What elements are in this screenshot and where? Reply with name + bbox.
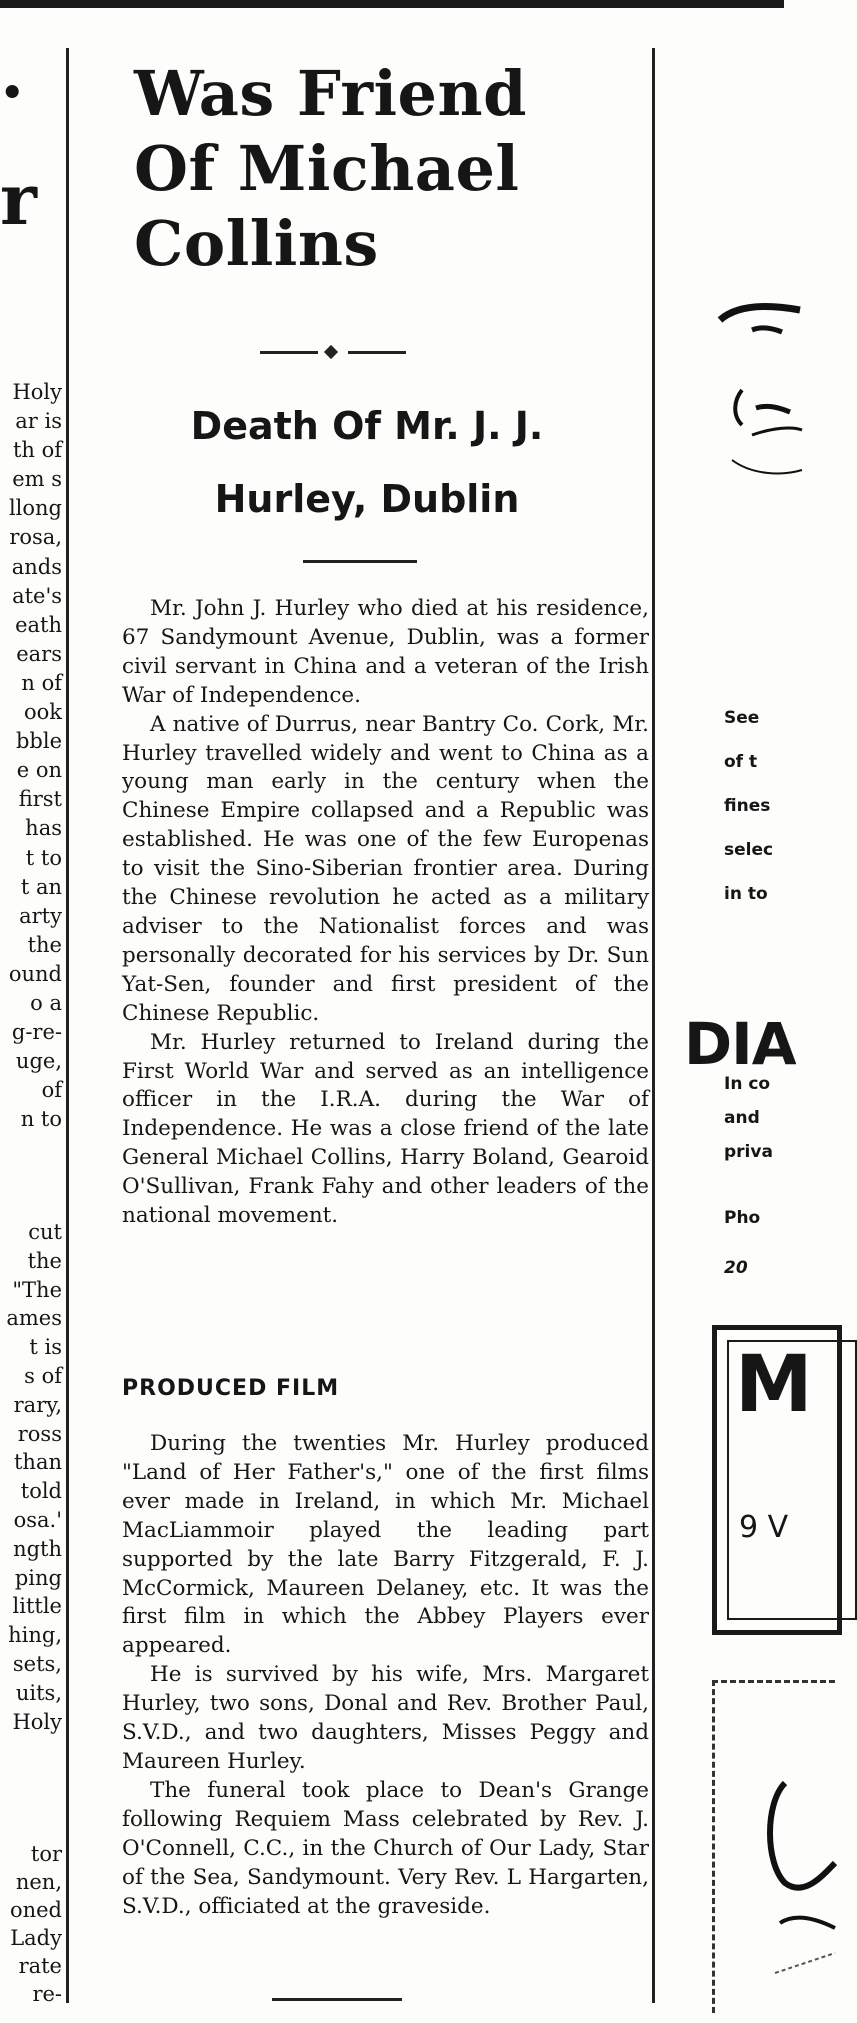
text-line-fragment: n to (20, 1107, 62, 1132)
text-line-fragment: ears (16, 641, 62, 666)
ad-text: In co (724, 1074, 771, 1094)
ad-text: priva (724, 1142, 773, 1162)
text-line-fragment: llong (8, 496, 62, 521)
ad-brand-fragment: DIA (684, 1010, 796, 1078)
ad-illustration (725, 1723, 835, 2023)
cropped-headline-fragment: r (0, 158, 37, 241)
text-line-fragment: the (27, 1248, 62, 1273)
text-line-fragment: o a (30, 990, 62, 1015)
text-line-fragment: little (12, 1594, 62, 1619)
text-line-fragment: ands (11, 554, 62, 579)
text-line-fragment: ound (8, 961, 62, 986)
text-line-fragment: oned (9, 1898, 62, 1922)
text-line-fragment: the (27, 932, 62, 957)
ad-text: Pho (724, 1208, 761, 1228)
text-line-fragment: sets, (12, 1651, 62, 1676)
text-line-fragment: ate's (12, 583, 62, 608)
top-rule (0, 0, 784, 8)
text-line-fragment: g-re- (11, 1020, 62, 1045)
text-line-fragment: first (18, 787, 62, 812)
ad-border-frame (712, 1680, 835, 2013)
text-line-fragment: ook (23, 700, 62, 725)
cropped-text-block (9, 378, 62, 1134)
paragraph: A native of Durrus, near Bantry Co. Cork, Mr. Hurley travelled widely and went to China as a young man early in the century when the Chinese Empire collapsed and a Republic was established. He was one of the few Europenas to visit the Sino-Siberian frontier area. During the Chinese revolution he acted as a military adviser to the Nationalist forces and was personally decorated for his services by Dr. Sun Yat-Sen, founder and first president of the Chinese Republic. (122, 711, 649, 1026)
text-line-fragment: has (25, 816, 62, 841)
separator-rule (303, 560, 417, 563)
text-line-fragment: s of (24, 1363, 62, 1388)
text-line-fragment: ping (14, 1565, 62, 1590)
ad-text: See (724, 708, 760, 728)
text-line-fragment: n of (21, 670, 62, 695)
text-line-fragment: re- (32, 1982, 62, 2006)
text-line-fragment: uge, (15, 1049, 62, 1074)
text-line-fragment: uits, (15, 1680, 62, 1705)
column-divider (66, 48, 69, 2003)
text-line-fragment: Holy (12, 380, 62, 404)
ad-text: of t (724, 752, 758, 772)
ad-box-letter: M (735, 1340, 813, 1430)
ad-box-text: 9 V (739, 1510, 789, 1545)
text-line-fragment: th of (12, 438, 62, 463)
adjacent-column-left (0, 0, 64, 2010)
paragraph: During the twenties Mr. Hurley produced "Land of Her Father's," one of the first films ever made in Ireland, in which Mr. Michael MacLiammoir played the leading part supported by the late Barry Fitzgerald, F. J. McCormick, Maureen Delaney, etc. It was the first film in which the Abbey Players ever appeared. (122, 1431, 649, 1659)
text-line-fragment: t is (29, 1335, 62, 1360)
article-headline (134, 56, 594, 281)
text-line-fragment: of (41, 1078, 62, 1103)
caricature-illustration (712, 300, 802, 540)
end-rule (272, 1998, 402, 2001)
cropped-text-block (6, 1218, 62, 1736)
ad-box (712, 1325, 842, 1635)
section-heading: PRODUCED FILM (122, 1376, 340, 1401)
ad-text: 20 (724, 1258, 748, 1278)
text-line-fragment: tor (30, 1842, 62, 1866)
column-divider (652, 48, 655, 2003)
subheadline-line: Hurley, Dublin (214, 477, 520, 521)
ad-text: in to (724, 884, 768, 904)
text-line-fragment: ar is (15, 409, 62, 434)
text-line-fragment: nen, (15, 1870, 62, 1894)
text-line-fragment: Holy (12, 1709, 62, 1734)
text-line-fragment: e on (16, 758, 62, 783)
paragraph: He is survived by his wife, Mrs. Margaret Hurley, two sons, Donal and Rev. Brother Paul, S.V.D., and two daughters, Misses Peggy and Maureen Hurley. (122, 1662, 649, 1774)
text-line-fragment: em s (12, 467, 62, 492)
article-subheadline (122, 390, 612, 536)
text-line-fragment: cut (28, 1220, 62, 1244)
text-line-fragment: arty (19, 903, 62, 928)
article-body (122, 595, 649, 1231)
headline-ornament (260, 345, 408, 361)
text-line-fragment: hing, (8, 1623, 62, 1648)
text-line-fragment: "The (12, 1277, 62, 1302)
headline-line: Of Michael (134, 132, 520, 205)
paragraph: The funeral took place to Dean's Grange following Requiem Mass celebrated by Rev. J. O'Connell, C.C., in the Church of Our Lady, Star of the Sea, Sandymount. Very Rev. L Hargarten, S.V.D., officiated at the graveside. (122, 1777, 649, 1919)
text-line-fragment: osa.' (13, 1507, 62, 1532)
text-line-fragment: Lady (10, 1926, 62, 1950)
text-line-fragment: ngth (13, 1536, 62, 1561)
text-line-fragment: ross (17, 1421, 62, 1446)
text-line-fragment: t to (25, 845, 62, 870)
paragraph: Mr. John J. Hurley who died at his residence, 67 Sandymount Avenue, Dublin, was a former civil servant in China and a veteran of the Irish War of Independence. (122, 596, 649, 708)
text-line-fragment: ames (6, 1306, 62, 1331)
text-line-fragment: rate (18, 1954, 62, 1978)
ad-text: fines (724, 796, 771, 816)
text-line-fragment: rosa, (9, 525, 62, 550)
subheadline-line: Death Of Mr. J. J. (190, 404, 544, 448)
headline-line: Collins (134, 207, 379, 280)
text-line-fragment: bble (15, 729, 62, 754)
cropped-text-block (10, 1840, 62, 2008)
ad-text: and (724, 1108, 760, 1128)
text-line-fragment: eath (15, 612, 62, 637)
text-line-fragment: rary, (13, 1392, 62, 1417)
cropped-headline-fragment: · (0, 50, 25, 133)
text-line-fragment: t an (20, 874, 62, 899)
ad-text: selec (724, 840, 774, 860)
headline-line: Was Friend (134, 57, 527, 130)
text-line-fragment: told (20, 1479, 62, 1504)
article-body-continued (122, 1430, 649, 1921)
paragraph: Mr. Hurley returned to Ireland during the First World War and served as an intelligence officer in the I.R.A. during the War of Independence. He was a close friend of the late General Michael Collins, Harry Boland, Gearoid O'Sullivan, Frank Fahy and other leaders of the national movement. (122, 1029, 649, 1229)
text-line-fragment: than (13, 1450, 62, 1475)
adjacent-column-right (672, 0, 813, 2010)
